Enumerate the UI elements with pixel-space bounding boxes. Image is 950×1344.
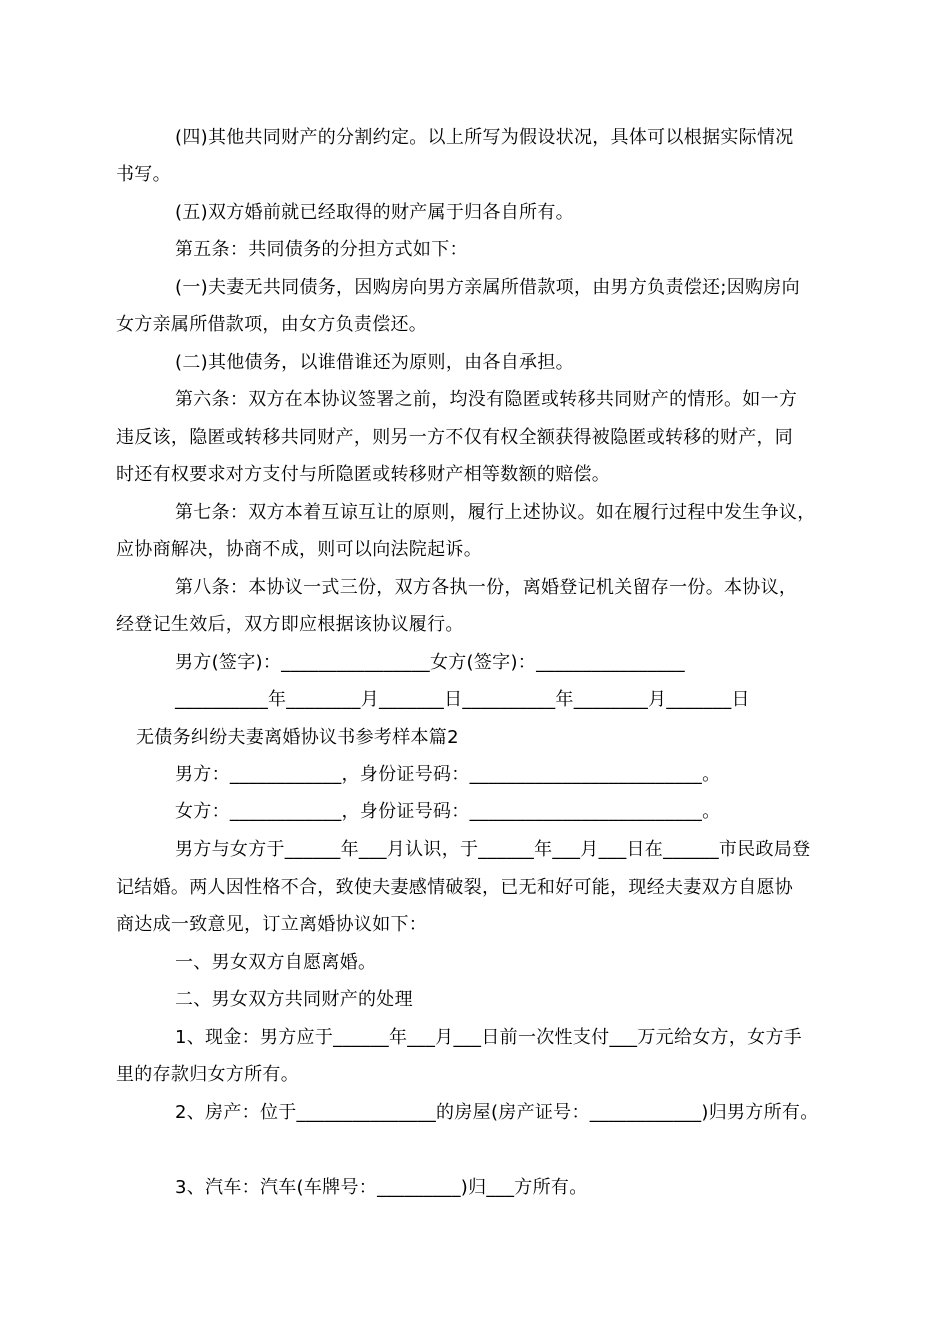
paragraph-line: 时还有权要求对方支付与所隐匿或转移财产相等数额的赔偿。: [116, 464, 611, 485]
paragraph-line: 第七条：双方本着互谅互让的原则，履行上述协议。如在履行过程中发生争议，: [175, 502, 816, 523]
date-line: __________年________月_______日__________年________月_______日: [175, 689, 750, 710]
article-heading: 第五条：共同债务的分担方式如下：: [175, 239, 468, 260]
paragraph-line: 第六条：双方在本协议签署之前，均没有隐匿或转移共同财产的情形。如一方: [175, 389, 798, 410]
paragraph-line: 女方亲属所借款项，由女方负责偿还。: [116, 314, 428, 335]
paragraph-line: (四)其他共同财产的分割约定。以上所写为假设状况，具体可以根据实际情况: [175, 127, 794, 148]
paragraph-line: 男方与女方于______年___月认识，于______年___月___日在______市民政局登: [175, 839, 811, 860]
paragraph-line: (一)夫妻无共同债务，因购房向男方亲属所借款项，由男方负责偿还;因购房向: [175, 277, 800, 298]
paragraph-line: 违反该，隐匿或转移共同财产，则另一方不仅有权全额获得被隐匿或转移的财产，同: [116, 427, 794, 448]
section-title: 无债务纠纷夫妻离婚协议书参考样本篇2: [136, 727, 459, 748]
paragraph-line: 2、房产：位于_______________的房屋(房产证号：____________)归男方所有。: [175, 1102, 819, 1123]
paragraph-line: 应协商解决，协商不成，则可以向法院起诉。: [116, 539, 482, 560]
paragraph-line: 书写。: [116, 164, 171, 185]
paragraph-line: 商达成一致意见，订立离婚协议如下：: [116, 914, 428, 935]
party-line-male: 男方：____________，身份证号码：_________________________。: [175, 764, 721, 785]
paragraph-line: 里的存款归女方所有。: [116, 1064, 299, 1085]
paragraph-line: (五)双方婚前就已经取得的财产属于归各自所有。: [175, 202, 574, 223]
clause-heading: 二、男女双方共同财产的处理: [175, 989, 413, 1010]
party-line-female: 女方：____________，身份证号码：_________________________。: [175, 801, 721, 822]
paragraph-line: 经登记生效后，双方即应根据该协议履行。: [116, 614, 464, 635]
paragraph-line: 1、现金：男方应于______年___月___日前一次性支付___万元给女方，女方手: [175, 1027, 803, 1048]
paragraph-line: 第八条：本协议一式三份，双方各执一份，离婚登记机关留存一份。本协议，: [175, 577, 798, 598]
paragraph-line: (二)其他债务，以谁借谁还为原则，由各自承担。: [175, 352, 574, 373]
signature-line: 男方(签字)：________________女方(签字)：________________: [175, 652, 685, 673]
paragraph-line: 记结婚。两人因性格不合，致使夫妻感情破裂，已无和好可能，现经夫妻双方自愿协: [116, 877, 794, 898]
clause-heading: 一、男女双方自愿离婚。: [175, 952, 377, 973]
paragraph-line: 3、汽车：汽车(车牌号：_________)归___方所有。: [175, 1177, 588, 1198]
